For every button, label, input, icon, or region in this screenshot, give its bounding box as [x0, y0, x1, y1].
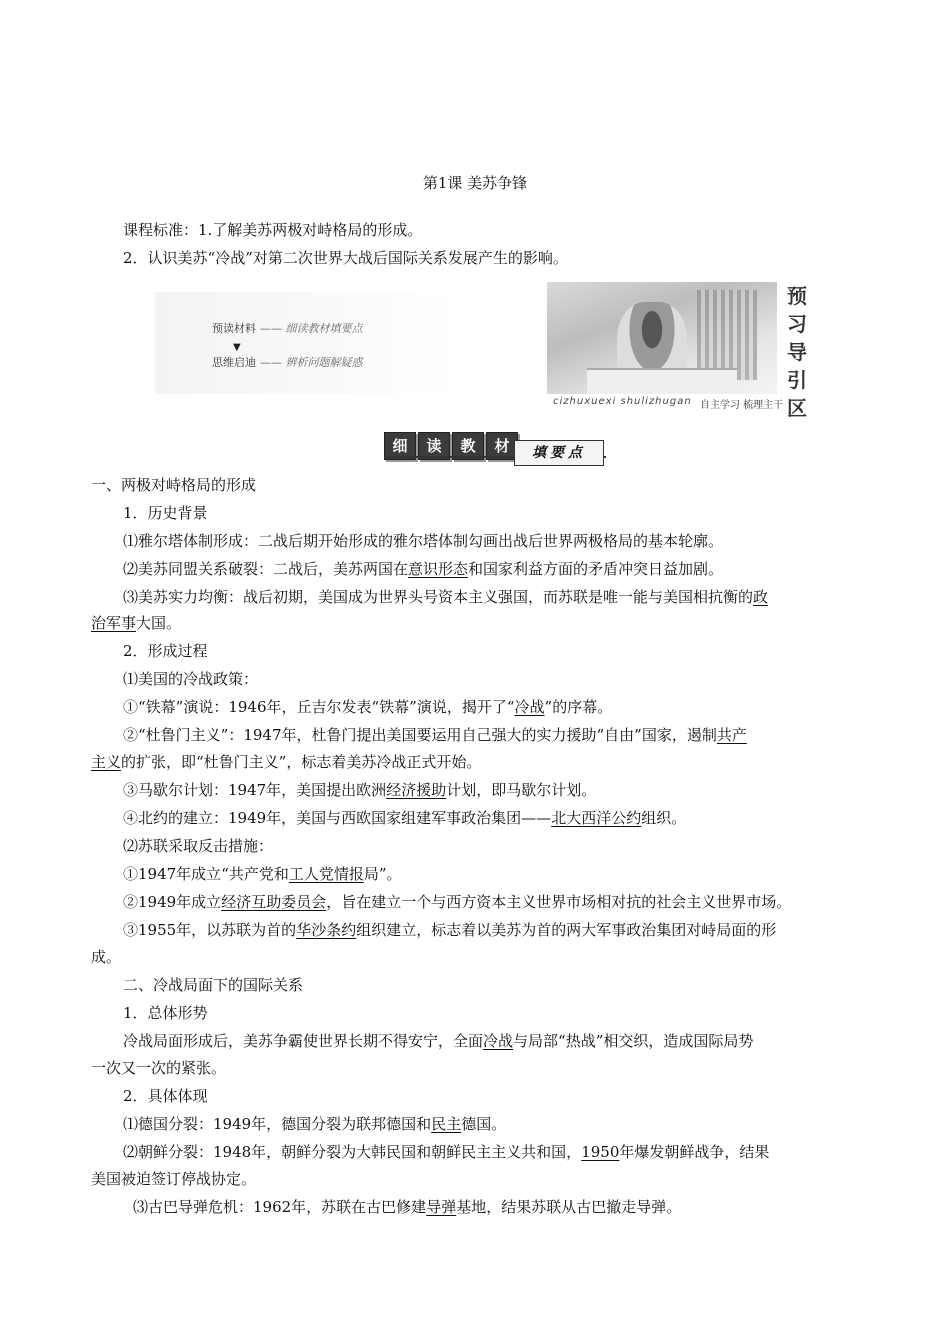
text: ”的序幕。: [544, 698, 613, 716]
answer-blank: 工人党情报: [288, 865, 364, 883]
student-reading-photo: [547, 282, 777, 394]
paragraph: [123, 916, 893, 944]
paragraph: [123, 721, 893, 749]
paragraph-continuation: 美国被迫签订停战协定。: [91, 1170, 257, 1188]
text: ①“铁幕”演说：1946年，丘吉尔发表“铁幕”演说，揭开了“: [123, 698, 515, 716]
text: ③1955年，以苏联为首的: [123, 921, 297, 939]
flow-row-1: [212, 320, 363, 336]
answer-blank: 北大西洋公约: [551, 809, 642, 827]
section-char-box: 教: [452, 432, 484, 460]
text: 与局部“热战”相交织，造成国际局势: [513, 1032, 754, 1050]
standard-line-2: 2．认识美苏“冷战”对第二次世界大战后国际关系发展产生的影响。: [123, 249, 568, 267]
flow-sub-2: —— 辨析问题解疑惑: [260, 356, 363, 369]
down-arrow-icon: ▼: [233, 342, 241, 353]
page-title: 第1课 美苏争锋: [422, 174, 528, 192]
tag-char: 习: [787, 312, 807, 336]
text: 组织。: [641, 809, 687, 827]
reading-flow-box: [155, 292, 455, 394]
paragraph: [123, 888, 893, 916]
text: ①1947年成立“共产党和: [123, 865, 289, 883]
flow-row-2: [212, 354, 363, 370]
text: ⑴德国分裂：1949年，德国分裂为联邦德国和: [123, 1115, 432, 1133]
text: 组织建立，标志着以美苏为首的两大军事政治集团对峙局面的形: [356, 921, 777, 939]
answer-blank: 经济援助: [386, 781, 447, 799]
answer-blank: 意识形态: [408, 560, 469, 578]
text: ，旨在建立一个与西方资本主义世界市场相对抗的社会主义世界市场。: [326, 893, 792, 911]
text: 的扩张，即“杜鲁门主义”，标志着美苏冷战正式开始。: [121, 753, 482, 771]
answer-blank: 华沙条约: [296, 921, 357, 939]
section-header-read-textbook: [384, 432, 606, 466]
heading-1: 一、两极对峙格局的形成: [91, 476, 257, 494]
paragraph: [123, 776, 893, 804]
paragraph: [123, 583, 893, 611]
answer-blank: 冷战: [483, 1032, 514, 1050]
text: ③马歇尔计划：1947年，美国提出欧洲: [123, 781, 387, 799]
tag-char: 预: [787, 284, 807, 308]
preview-guide-banner: [155, 282, 810, 420]
answer-blank: 共产: [716, 726, 747, 744]
tag-char: 导: [787, 340, 807, 364]
answer-blank: 主义: [91, 753, 122, 771]
text: 冷战局面形成后，美苏争霸使世界长期不得安宁，全面: [123, 1032, 484, 1050]
text: 德国。: [461, 1115, 507, 1133]
paragraph: [123, 804, 893, 832]
heading-2: 二、冷战局面下的国际关系: [123, 976, 304, 994]
paragraph: ⑴美国的冷战政策：: [123, 670, 259, 688]
paragraph: [123, 1138, 893, 1166]
paragraph: [123, 860, 893, 888]
subheading-2-2: 2．具体体现: [123, 1087, 208, 1105]
paragraph-continuation: 一次又一次的紧张。: [91, 1059, 227, 1077]
text: ⑶美苏实力均衡：战后初期，美国成为世界头号资本主义强国，而苏联是唯一能与美国相抗衡的: [123, 588, 754, 606]
answer-blank: 经济互助委员会: [221, 893, 327, 911]
subheading-1-1: 1．历史背景: [123, 504, 208, 522]
paragraph-continuation: [91, 609, 861, 637]
section-char-box: 读: [418, 432, 450, 460]
subheading-1-2: 2．形成过程: [123, 642, 208, 660]
standard-line-1: 课程标准：1.了解美苏两极对峙格局的形成。: [123, 221, 423, 239]
section-char-box: 材: [486, 432, 518, 460]
answer-blank: 1950: [581, 1143, 620, 1161]
section-tag: 填要点: [514, 440, 604, 466]
tag-char: 引: [787, 368, 807, 392]
paragraph-continuation: [91, 748, 861, 776]
text: 年爆发朝鲜战争，结果: [619, 1143, 770, 1161]
paragraph-continuation: 成。: [91, 948, 122, 966]
text: 计划，即马歇尔计划。: [446, 781, 597, 799]
answer-blank: 冷战: [514, 698, 545, 716]
text: ⑵朝鲜分裂：1948年，朝鲜分裂为大韩民国和朝鲜民主主义共和国，: [123, 1143, 582, 1161]
text: 基地，结果苏联从古巴撤走导弹。: [456, 1198, 682, 1216]
paragraph: ⑴雅尔塔体制形成：二战后期开始形成的雅尔塔体制勾画出战后世界两极格局的基本轮廓。: [123, 532, 724, 550]
text: ⑶古巴导弹危机：1962年，苏联在古巴修建: [133, 1198, 427, 1216]
answer-blank: 导弹: [426, 1198, 457, 1216]
tag-char: 区: [787, 396, 807, 420]
answer-blank: 政: [753, 588, 769, 606]
text: ②“杜鲁门主义”：1947年，杜鲁门提出美国要运用自己强大的实力援助“自由”国家，遏制: [123, 726, 717, 744]
paragraph: ⑵苏联采取反击措施：: [123, 837, 274, 855]
flow-item-1: 预读材料: [212, 322, 256, 335]
banner-pinyin: cizhuxuexi shulizhugan: [553, 396, 692, 407]
flow-item-2: 思维启迪: [212, 356, 256, 369]
answer-blank: 治军事: [91, 614, 137, 632]
text: ②1949年成立: [123, 893, 222, 911]
flow-sub-1: —— 细读教材填要点: [260, 322, 363, 335]
preview-guide-tag: [785, 282, 809, 422]
text: 大国。: [136, 614, 182, 632]
bookshelf-graphic: [697, 290, 757, 380]
subheading-2-1: 1．总体形势: [123, 1004, 208, 1022]
paragraph: [123, 555, 893, 583]
section-char-box: 细: [384, 432, 416, 460]
open-book-graphic: [587, 368, 737, 394]
paragraph: [133, 1193, 903, 1221]
text: ④北约的建立：1949年，美国与西欧国家组建军事政治集团——: [123, 809, 552, 827]
text: ⑵美苏同盟关系破裂：二战后，美苏两国在: [123, 560, 409, 578]
text: 局”。: [363, 865, 402, 883]
paragraph: [123, 1027, 893, 1055]
banner-slogan: 自主学习 梳理主干: [700, 400, 784, 411]
paragraph: [123, 693, 893, 721]
text: 和国家利益方面的矛盾冲突日益加剧。: [468, 560, 724, 578]
paragraph: [123, 1110, 893, 1138]
answer-blank: 民主: [431, 1115, 462, 1133]
